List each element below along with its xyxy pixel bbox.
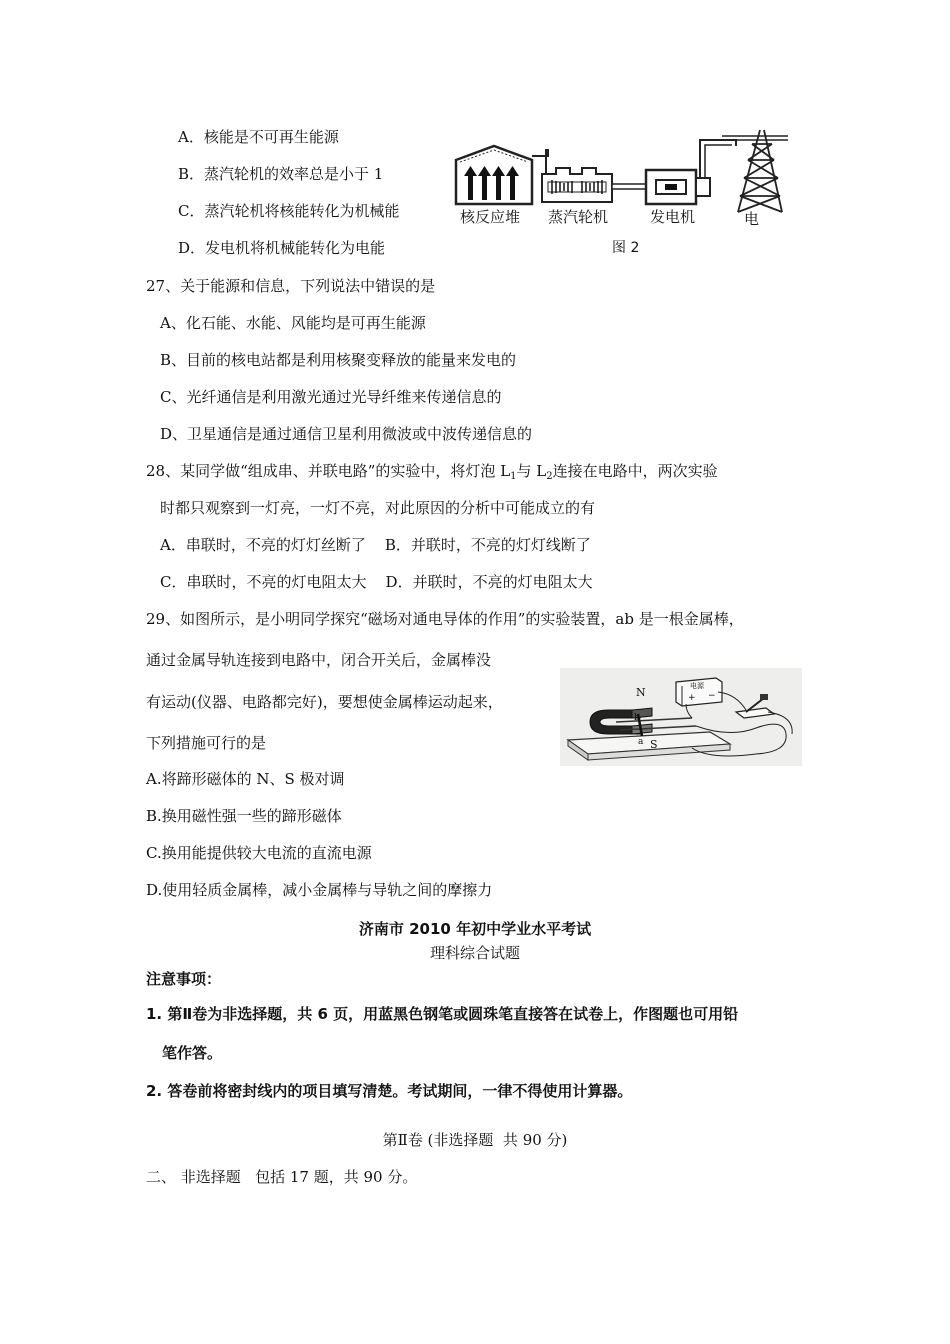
magnet-label-n: N (636, 686, 646, 699)
part-2-title: 第Ⅱ卷 (非选择题 共 90 分) (382, 1131, 568, 1149)
q29-option-d: D.使用轻质金属棒，减小金属棒与导轨之间的摩擦力 (146, 881, 493, 899)
battery-minus: − (708, 691, 716, 701)
rod-label-a: a (638, 737, 644, 747)
q27-option-a: A、化石能、水能、风能均是可再生能源 (160, 314, 426, 332)
battery-plus: + (688, 693, 696, 703)
q29-stem-line3: 有运动(仪器、电路都完好)，要想使金属棒运动起来， (146, 693, 503, 711)
q28-stem-mid: 与 L (516, 462, 547, 480)
q27-stem: 27、关于能源和信息，下列说法中错误的是 (146, 277, 436, 295)
q28-subscript-2: 2 (546, 471, 553, 482)
label-grid: 电 (744, 210, 760, 228)
battery-icon (676, 678, 722, 706)
rod-label-b: b (634, 713, 640, 723)
q28-options-cd: C．串联时，不亮的灯电阻太大 D．并联时，不亮的灯电阻太大 (160, 573, 593, 591)
q28-stem-line1 (146, 461, 718, 487)
q26-option-d: D．发电机将机械能转化为电能 (178, 239, 386, 257)
q26-option-c: C．蒸汽轮机将核能转化为机械能 (178, 202, 400, 220)
label-generator: 发电机 (650, 208, 696, 226)
q28-stem-pre: 28、某同学做“组成串、并联电路”的实验中，将灯泡 L (146, 462, 511, 480)
q27-option-d: D、卫星通信是通过通信卫星利用微波或中波传递信息的 (160, 425, 533, 443)
exam-subtitle: 理科综合试题 (429, 944, 520, 962)
note-1-line1: 1. 第Ⅱ卷为非选择题，共 6 页，用蓝黑色钢笔或圆珠笔直接答在试卷上，作图题也可用铅 (146, 1005, 739, 1023)
figure-2-caption: 图 2 (612, 240, 640, 256)
note-2: 2. 答卷前将密封线内的项目填写清楚。考试期间，一律不得使用计算器。 (146, 1082, 633, 1100)
label-turbine: 蒸汽轮机 (548, 208, 609, 226)
q27-option-c: C、光纤通信是利用激光通过光导纤维来传递信息的 (160, 388, 502, 406)
battery-label: 电源 (690, 682, 704, 690)
turbine-icon (542, 168, 612, 202)
notes-heading: 注意事项： (146, 970, 222, 988)
q29-stem-line2: 通过金属导轨连接到电路中，闭合开关后，金属棒没 (146, 651, 492, 669)
q27-option-b: B、目前的核电站都是利用核聚变释放的能量来发电的 (160, 351, 517, 369)
figure-2-power-plant-diagram (452, 126, 788, 258)
label-reactor: 核反应堆 (460, 208, 521, 226)
q29-stem-line1: 29、如图所示，是小明同学探究“磁场对通电导体的作用”的实验装置，ab 是一根金属棒， (146, 610, 744, 628)
section-2-heading: 二、 非选择题 包括 17 题，共 90 分。 (146, 1168, 418, 1186)
q29-option-a: A.将蹄形磁体的 N、S 极对调 (146, 770, 345, 788)
note-1-line2: 笔作答。 (162, 1044, 223, 1062)
q29-stem-line4: 下列措施可行的是 (146, 734, 267, 752)
q26-option-b: B．蒸汽轮机的效率总是小于 1 (178, 165, 384, 183)
reactor-icon (456, 146, 532, 204)
q28-subscript-1: 1 (510, 471, 517, 482)
q26-option-a: A．核能是不可再生能源 (178, 128, 339, 146)
q29-apparatus-figure (560, 668, 802, 766)
q28-options-ab: A．串联时，不亮的灯灯丝断了 B．并联时，不亮的灯灯线断了 (160, 536, 591, 554)
magnet-label-s: S (650, 738, 658, 751)
exam-title: 济南市 2010 年初中学业水平考试 (358, 920, 592, 938)
transmission-tower-icon (738, 130, 782, 212)
q28-stem-post: 连接在电路中，两次实验 (552, 462, 718, 480)
q29-option-b: B.换用磁性强一些的蹄形磁体 (146, 807, 342, 825)
q29-option-c: C.换用能提供较大电流的直流电源 (146, 844, 372, 862)
q28-stem-line2: 时都只观察到一灯亮，一灯不亮，对此原因的分析中可能成立的有 (160, 499, 596, 517)
